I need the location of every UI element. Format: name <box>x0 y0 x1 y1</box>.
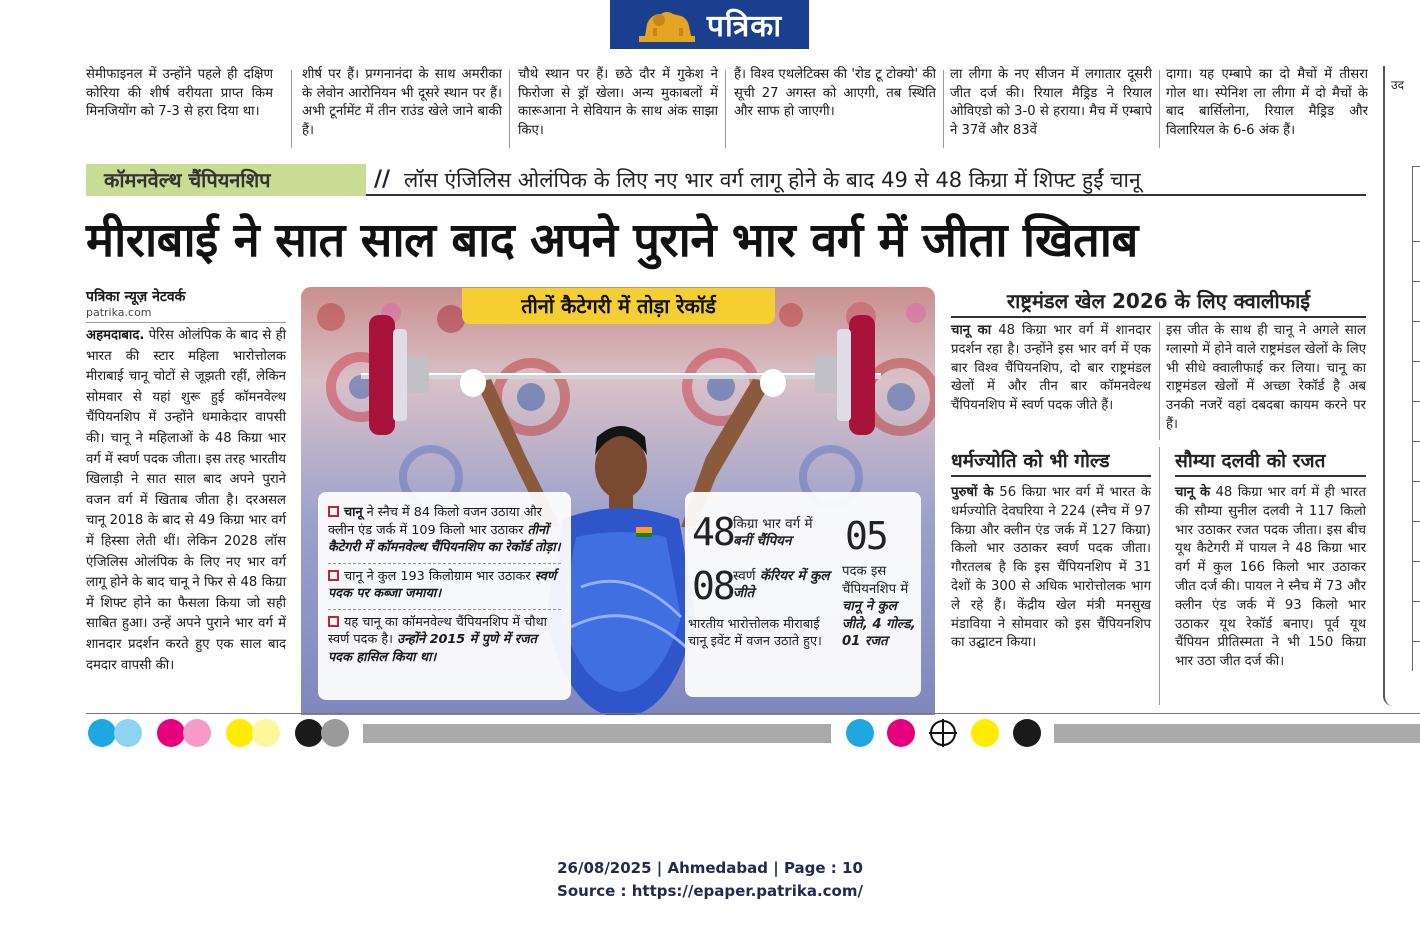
magenta-swatch <box>157 719 185 747</box>
yellow-swatch <box>226 719 254 747</box>
gold-story-heading: धर्मज्योति को भी गोल्ड <box>951 447 1151 477</box>
square-bullet-icon <box>328 506 339 517</box>
fact-emphasis: उन्होंने 2015 में पुणे में रजत पदक हासिल किया था। <box>328 632 537 665</box>
cyan-tint-swatch <box>114 719 142 747</box>
yellow-tint-swatch <box>252 719 280 747</box>
qualify-column-2: इस जीत के साथ ही चानू ने अगले साल ग्लास्गो में होने वाले राष्ट्रमंडल खेलों के लिए भी सीधे क्वालीफाई कर लिया। चानू का राष्ट्रमंडल खेलों में अच्छा रेकॉर्ड है अब उनकी नजरें वहां दबदबा कायम करने पर हैं। <box>1166 323 1367 432</box>
fact-item <box>328 500 561 564</box>
footer-edition-info: 26/08/2025 | Ahmedabad | Page : 10 <box>557 859 863 877</box>
article-text: पेरिस ओलंपिक के बाद से ही भारत की स्टार महिला भारोत्तोलक मीराबाई चानू चोटों से जूझती रहीं, लेकिन सोमवार से यहां शुरू हुई कॉमनवेल्थ चैंपियनशिप में उन्होंने धमाकेदार वापसी की। चानू ने महिलाओं के 48 किग्रा भार वर्ग में स्वर्ण पदक जीता। इस तरह भारतीय खिलाड़ी ने सात साल बाद अपने पुराने वजन वर्ग में खिताब जीता है। दरअसल चानू 2018 के बाद से 49 किग्रा भार वर्ग में हिस्सा लेती थीं। लेकिन 2028 लॉस एंजिलिस ओलंपिक के लिए नए भार वर्ग लागू होने के बाद चानू ने फिर से 48 किग्रा में शिफ्ट होने का फैसला किया जो सही साबित हुआ। उन्हें अपने पुराने भार वर्ग में शानदार प्रदर्शन करते हुए एक साल बाद दमदार वापसी की। <box>86 328 286 673</box>
square-bullet-icon <box>328 616 339 627</box>
column-divider <box>291 70 292 148</box>
column-divider <box>1159 447 1160 705</box>
black-dot <box>1013 719 1041 747</box>
top-column-3: चौथे स्थान पर हैं। छठे दौर में गुकेश ने फिरोजा से ड्रॉ खेला। अन्य मुकाबलों में कारूआना ने सेवियान के साथ अंक साझा किए। <box>518 67 718 138</box>
page-headline: मीराबाई ने सात साल बाद अपने पुराने भार वर्ग में जीता खिताब <box>86 213 1138 268</box>
column-divider <box>509 70 510 148</box>
byline-divider <box>86 322 286 323</box>
top-column-2: शीर्ष पर हैं। प्रग्गनानंदा के साथ अमरीका के लेवोन आरोनियन भी दूसरे स्थान पर हैं। अभी टूर्नामेंट में तीन राउंड खेले जाने बाकी हैं। <box>302 67 502 138</box>
kicker-deck: लॉस एंजिलिस ओलंपिक के लिए नए भार वर्ग लागू होने के बाद 49 से 48 किग्रा में शिफ्ट हुईं चानू <box>404 168 1141 192</box>
edge-text: उद <box>1391 78 1404 92</box>
cyan-dot <box>846 719 874 747</box>
footer-source-link[interactable]: Source : https://epaper.patrika.com/ <box>557 882 863 900</box>
qualify-heading: राष्ट्रमंडल खेल 2026 के लिए क्वालीफाई <box>951 286 1366 318</box>
section-kicker <box>86 164 1366 196</box>
silver-story-body: चानू के 48 किग्रा भार वर्ग में ही भारत की सौम्या सुनील दलवी ने 117 किलो भार उठाकर रजत पदक जीता। इस बीच यूथ कैटेगरी में पायल ने 48 किग्रा भार वर्ग में कुल 166 किलो भार उठाकर जीत दर्ज की। पायल ने स्नैच में 73 और क्लीन एंड जर्क में 93 किलो भार उठाकर यूथ रेकॉर्ड बनाए। पूर्व यूथ चैंपियन प्रीतिस्मता ने भी 150 किग्रा भार उठा जीत दर्ज की। <box>1175 485 1367 670</box>
column-divider <box>1159 322 1160 440</box>
magenta-dot <box>887 719 915 747</box>
fact-emphasis: तीनों कैटेगरी में कॉमनवेल्थ चैंपियनशिप का रेकॉर्ड तोड़ा। <box>328 522 561 555</box>
stat-number: 05 <box>845 514 887 558</box>
grey-registration-bar <box>363 724 831 743</box>
fact-text: यह चानू का कॉमनवेल्थ चैंपियनशिप में चौथा स्वर्ण पदक है। <box>328 614 547 647</box>
lion-emblem-icon <box>637 6 697 44</box>
fact-text: चानू ने कुल 193 किलोग्राम भार उठाकर <box>344 568 535 584</box>
logo-wordmark: पत्रिका <box>706 9 783 44</box>
stat-label: स्वर्ण कॅरियर में कुल जीते <box>733 568 830 601</box>
column-divider <box>725 70 726 148</box>
silver-story-heading: सौम्या दलवी को रजत <box>1175 447 1366 477</box>
fact-item <box>328 610 561 673</box>
magenta-tint-swatch <box>183 719 211 747</box>
top-column-1: सेमीफाइनल में उन्होंने पहले ही दक्षिण कोरिया की शीर्ष वरीयता प्राप्त किम मिनजियोंग को 7-3 से हरा दिया था। <box>86 67 273 119</box>
cyan-swatch <box>88 719 116 747</box>
page-bottom-rule <box>86 713 1420 714</box>
kicker-label: कॉमनवेल्थ चैंपियनशिप <box>86 164 366 196</box>
stat-label: किग्रा भार वर्ग में बनीं चैंपियन <box>733 516 813 549</box>
top-column-5: ला लीगा के नए सीजन में लगातार दूसरी जीत दर्ज की। रियाल मैड्रिड ने रियाल ओविएडो को 3-0 से हराया। मैच में एम्बापे ने 37वें और 83वें <box>950 67 1152 138</box>
qualify-column-1: चानू का 48 किग्रा भार वर्ग में शानदार प्रदर्शन रहा है। उन्होंने इस भार वर्ग में एक बार विश्व चैंपियनशिप, दो बार राष्ट्रमंडल खेलों में और तीन बार कॉमनवेल्थ चैंपियनशिप में स्वर्ण पदक जीते हैं। <box>951 323 1151 414</box>
byline-source: patrika.com <box>86 306 152 319</box>
top-column-4: हैं। विश्व एथलेटिक्स की 'रोड टू टोक्यो' की सूची 27 अगस्त को आएगी, तब स्थिति और साफ हो जाएगी। <box>734 67 936 119</box>
stat-label: पदक इस चैंपियनशिप में चानू ने कुल जीते, 4 गोल्ड, 01 रजत <box>842 564 916 649</box>
grey-registration-bar <box>1054 724 1420 743</box>
grey-swatch <box>321 719 349 747</box>
patrika-logo[interactable] <box>610 0 809 49</box>
fact-emphasis: स्वर्ण पदक पर कब्जा जमाया। <box>328 568 557 601</box>
photo-tag: तीनों कैटेगरी में तोड़ा रेकॉर्ड <box>462 288 775 324</box>
kicker-separator: // <box>374 167 391 192</box>
black-swatch <box>295 719 323 747</box>
crosshair-registration-icon <box>929 719 957 747</box>
top-column-6: दागा। यह एम्बापे का दो मैचों में तीसरा गोल था। स्पेनिश ला लीगा में दो मैचों के बाद बार्सिलोना, रियाल मैड्रिड और विलारियल के 6-6 अंक हैं। <box>1166 67 1368 138</box>
fact-text: ने स्नैच में 84 किलो वजन उठाया और क्लीन एंड जर्क में 109 किलो भार उठाकर <box>328 505 542 538</box>
fact-lead: चानू <box>344 505 363 520</box>
photo-caption: भारतीय भारोत्तोलक मीराबाई चानू इवेंट में वजन उठाते हुए। <box>688 617 822 649</box>
gold-story-body: पुरुषों के 56 किग्रा भार वर्ग में भारत के धर्मज्योति देवघरिया ने 224 (स्नैच में 97 किग्रा और क्लीन एंड जर्क में 127 किग्रा) किलो भार उठाकर स्वर्ण पदक जीता। गौरतलब है कि इस चैंपियनशिप में 31 देशों के 300 से अधिक भारोत्तोलक भाग ले रहे हैं। केंद्रीय खेल मंत्री मनसुख मंडाविया ने सोमवार को इस चैंपियनशिप का उद्घाटन किया। <box>951 485 1151 651</box>
article-dateline: अहमदाबाद. <box>86 328 145 343</box>
yellow-dot <box>971 719 999 747</box>
column-divider <box>1159 70 1160 148</box>
byline-agency: पत्रिका न्यूज़ नेटवर्क <box>86 289 186 305</box>
square-bullet-icon <box>328 570 339 581</box>
column-divider <box>943 70 944 148</box>
stat-number: 08 <box>692 564 734 608</box>
adjacent-page-edge <box>1383 66 1420 706</box>
fact-item <box>328 564 561 610</box>
main-article-body <box>86 326 286 676</box>
record-facts-box <box>318 492 571 700</box>
stat-number: 48 <box>692 510 734 554</box>
